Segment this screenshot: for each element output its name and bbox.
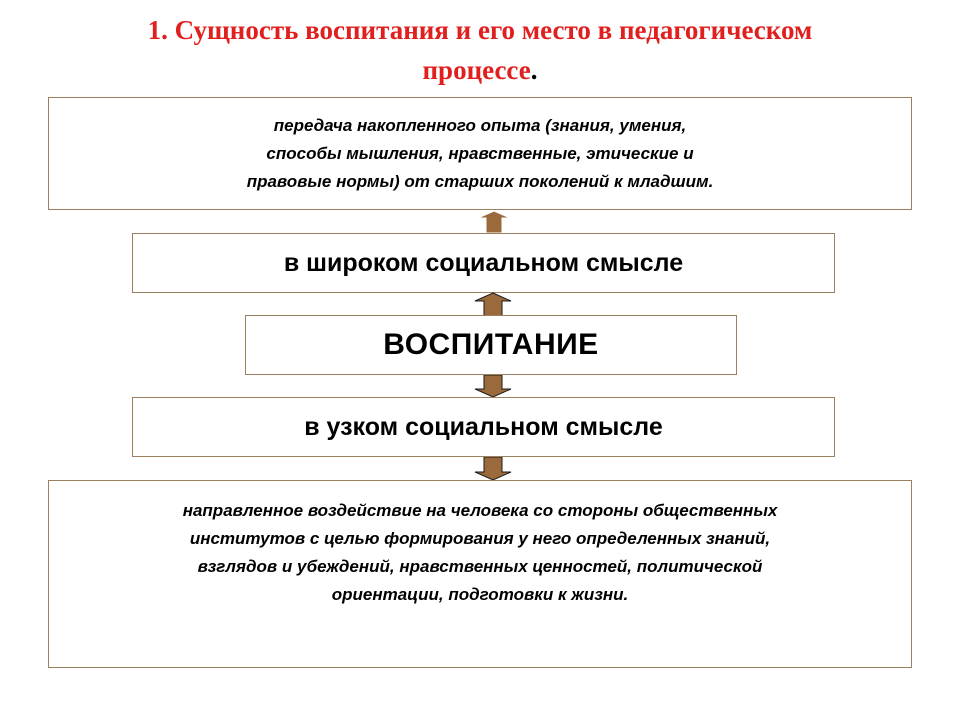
narrow-definition-line: взглядов и убеждений, нравственных ценностей, политической	[197, 557, 763, 576]
arrow-down-icon	[473, 457, 513, 481]
broad-definition-box	[48, 97, 912, 210]
narrow-definition-line: направленное воздействие на человека со стороны общественных	[182, 501, 778, 520]
title-line-1: 1. Сущность воспитания и его место в педагогическом	[147, 15, 813, 45]
broad-definition-line: правовые нормы) от старших поколений к младшим.	[246, 171, 714, 191]
broad-definition-line: передача накопленного опыта (знания, умения,	[273, 115, 687, 135]
title-line-2	[40, 50, 920, 90]
broad-definition-text	[247, 112, 714, 196]
narrow-definition-line: институтов с целью формирования у него определенных знаний,	[189, 529, 771, 548]
narrow-definition-text	[183, 497, 778, 609]
narrow-meaning-label: в узком социальном смысле	[304, 412, 663, 441]
central-concept-label: ВОСПИТАНИЕ	[383, 328, 599, 361]
title-period: .	[530, 55, 538, 85]
narrow-meaning-box	[132, 397, 835, 457]
narrow-definition-box	[48, 480, 912, 668]
page-title	[40, 10, 920, 90]
broad-meaning-label: в широком социальном смысле	[283, 248, 684, 277]
arrow-up-icon	[473, 292, 513, 316]
arrow-up-icon	[476, 210, 512, 233]
central-concept-box	[245, 315, 737, 375]
broad-meaning-box	[132, 233, 835, 293]
title-line-2-text: процессе	[422, 55, 531, 85]
arrow-down-icon	[473, 375, 513, 398]
broad-definition-line: способы мышления, нравственные, этические и	[266, 143, 694, 163]
narrow-definition-line: ориентации, подготовки к жизни.	[331, 585, 629, 604]
